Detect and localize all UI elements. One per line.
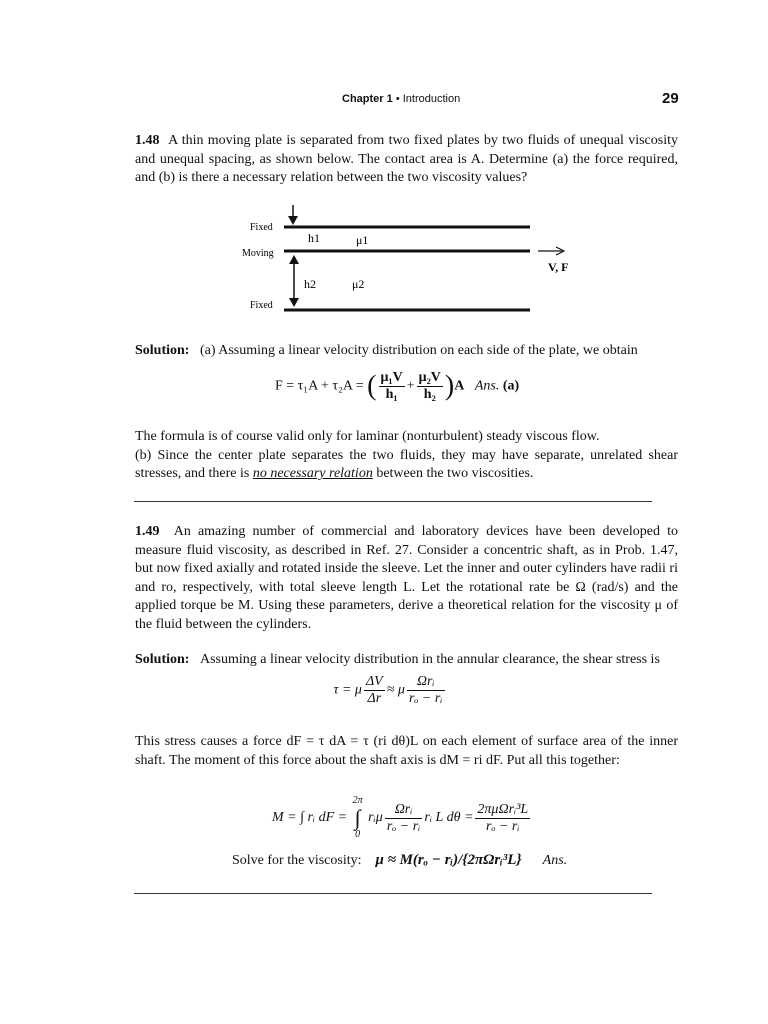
fraction-1-num: μ₁V bbox=[380, 370, 403, 385]
eq1-fraction-2 bbox=[407, 674, 445, 707]
eq1-lhs: τ = μ bbox=[333, 682, 362, 698]
part-b-end: between the two viscosities. bbox=[372, 466, 534, 481]
header-bullet: • bbox=[395, 93, 400, 105]
h1-arrow-head bbox=[288, 216, 298, 225]
eq2-fraction-2-den: rₒ − rᵢ bbox=[486, 818, 520, 834]
part-b-start: (b) Since the center plate separates the two fluids, they may have separate, unrelated shear stresses, and there is bbox=[135, 447, 678, 481]
label-fixed-bottom: Fixed bbox=[250, 300, 273, 311]
plate-figure bbox=[238, 200, 584, 320]
eq1-fraction-1-num: ΔV bbox=[365, 674, 383, 689]
solve-label: Solve for the viscosity: bbox=[232, 853, 362, 868]
label-v-f: V, F bbox=[548, 260, 569, 274]
eq1-fraction-2-den: rₒ − rᵢ bbox=[408, 691, 443, 706]
eq2-lhs: M = ∫ rᵢ dF = bbox=[272, 810, 348, 826]
result-formula: μ ≈ M(rₒ − rᵢ)/{2πΩrᵢ³L} bbox=[375, 852, 522, 868]
fraction-2 bbox=[417, 370, 443, 403]
chapter-label: Chapter 1 bbox=[342, 93, 393, 105]
equation-tail: A bbox=[454, 378, 465, 394]
solution-label: Solution: bbox=[135, 652, 190, 667]
equation-plus: + bbox=[406, 378, 415, 394]
fraction-2-den: h₂ bbox=[423, 387, 436, 402]
eq1-fraction-1-den: Δr bbox=[367, 691, 382, 706]
problem-text: An amazing number of commercial and laboratory devices have been developed to measure fluid viscosity, as described in Ref. 27. Consider a concentric shaft, as in Prob. 1.47, but now fixed axially and rotated inside the sleeve. Let the inner and outer cylinders have radii ri and ro, respectively, with total sleeve length L. Let the rotational rate be Ω (rad/s) and the applied torque be M. Using these parameters, derive a theoretical relation for the viscosity μ of the fluid between the cylinders. bbox=[135, 524, 679, 632]
eq2-fraction-2-num: 2πμΩrᵢ³L bbox=[477, 801, 529, 817]
eq1-approx: ≈ μ bbox=[386, 682, 405, 698]
eq1-fraction-1 bbox=[364, 674, 385, 707]
eq2-fraction-1-num: Ωrᵢ bbox=[385, 802, 423, 819]
solution-label: Solution: bbox=[135, 343, 190, 358]
fraction-1 bbox=[379, 370, 405, 403]
eq2-mid-pre: rᵢμ bbox=[368, 810, 383, 826]
section-divider-2 bbox=[134, 893, 652, 894]
equation-lhs: F = τ₁A + τ₂A = bbox=[275, 378, 364, 394]
eq2-integral-sign: ∫ bbox=[354, 805, 361, 830]
label-h1: h1 bbox=[308, 231, 320, 245]
h2-arrow-head-up bbox=[289, 255, 299, 264]
equation-shear-stress bbox=[240, 674, 540, 707]
label-mu1: μ1 bbox=[356, 233, 369, 247]
fraction-1-den: h₁ bbox=[385, 387, 398, 402]
eq2-fraction-1-den: rₒ − rᵢ bbox=[386, 818, 421, 834]
part-b-answer bbox=[135, 447, 678, 484]
problem-1-49-statement bbox=[135, 523, 678, 634]
label-mu2: μ2 bbox=[352, 277, 365, 291]
laminar-note: The formula is of course valid only for laminar (nonturbulent) steady viscous flow. bbox=[135, 429, 600, 444]
eq2-mid-post: rᵢ L dθ = bbox=[424, 810, 474, 826]
solution-149-intro bbox=[135, 651, 678, 670]
paren-left: ( bbox=[367, 370, 377, 402]
label-fixed-top: Fixed bbox=[250, 222, 273, 233]
eq2-integral-block bbox=[351, 795, 365, 841]
ans-label: Ans. bbox=[474, 378, 500, 394]
solution-text: Assuming a linear velocity distribution in the annular clearance, the shear stress is bbox=[199, 652, 660, 667]
equation-148 bbox=[275, 370, 695, 403]
eq2-lower-limit: 0 bbox=[355, 829, 361, 840]
h2-arrow-head-down bbox=[289, 298, 299, 307]
ans-label: Ans. bbox=[542, 853, 568, 868]
eq2-fraction-2 bbox=[475, 802, 530, 835]
problem-1-48-statement bbox=[135, 132, 678, 188]
label-moving: Moving bbox=[242, 248, 274, 259]
fraction-2-num: μ₂V bbox=[418, 370, 441, 385]
eq1-fraction-2-num: Ωrᵢ bbox=[407, 674, 445, 691]
problem-number: 1.49 bbox=[135, 524, 160, 539]
problem-number: 1.48 bbox=[135, 133, 160, 148]
solution-text: (a) Assuming a linear velocity distribution on each side of the plate, we obtain bbox=[199, 343, 638, 358]
solution-148-discussion bbox=[135, 428, 678, 484]
moment-derivation-text: This stress causes a force dF = τ dA = τ (ri dθ)L on each element of surface area of the inner shaft. The moment of this force about the shaft axis is dM = ri dF. Put all this together: bbox=[135, 734, 678, 768]
solution-148-intro bbox=[135, 342, 678, 361]
running-header bbox=[342, 93, 460, 105]
eq2-upper-limit: 2π bbox=[352, 795, 363, 806]
ans-part: (a) bbox=[502, 378, 520, 394]
section-divider-1 bbox=[134, 501, 652, 502]
equation-moment bbox=[272, 795, 692, 841]
page-number: 29 bbox=[662, 90, 679, 107]
paren-right: ) bbox=[444, 370, 455, 402]
viscosity-result bbox=[232, 852, 682, 869]
problem-text: A thin moving plate is separated from two fixed plates by two fluids of unequal viscosity and unequal spacing, as shown below. The contact area is A. Determine (a) the force required, and (b) is there a necessary relation between the two viscosity values? bbox=[135, 133, 678, 185]
eq2-fraction-1 bbox=[385, 802, 423, 835]
section-title: Introduction bbox=[402, 93, 461, 105]
label-h2: h2 bbox=[304, 277, 316, 291]
part-b-emphasis: no necessary relation bbox=[252, 466, 373, 481]
